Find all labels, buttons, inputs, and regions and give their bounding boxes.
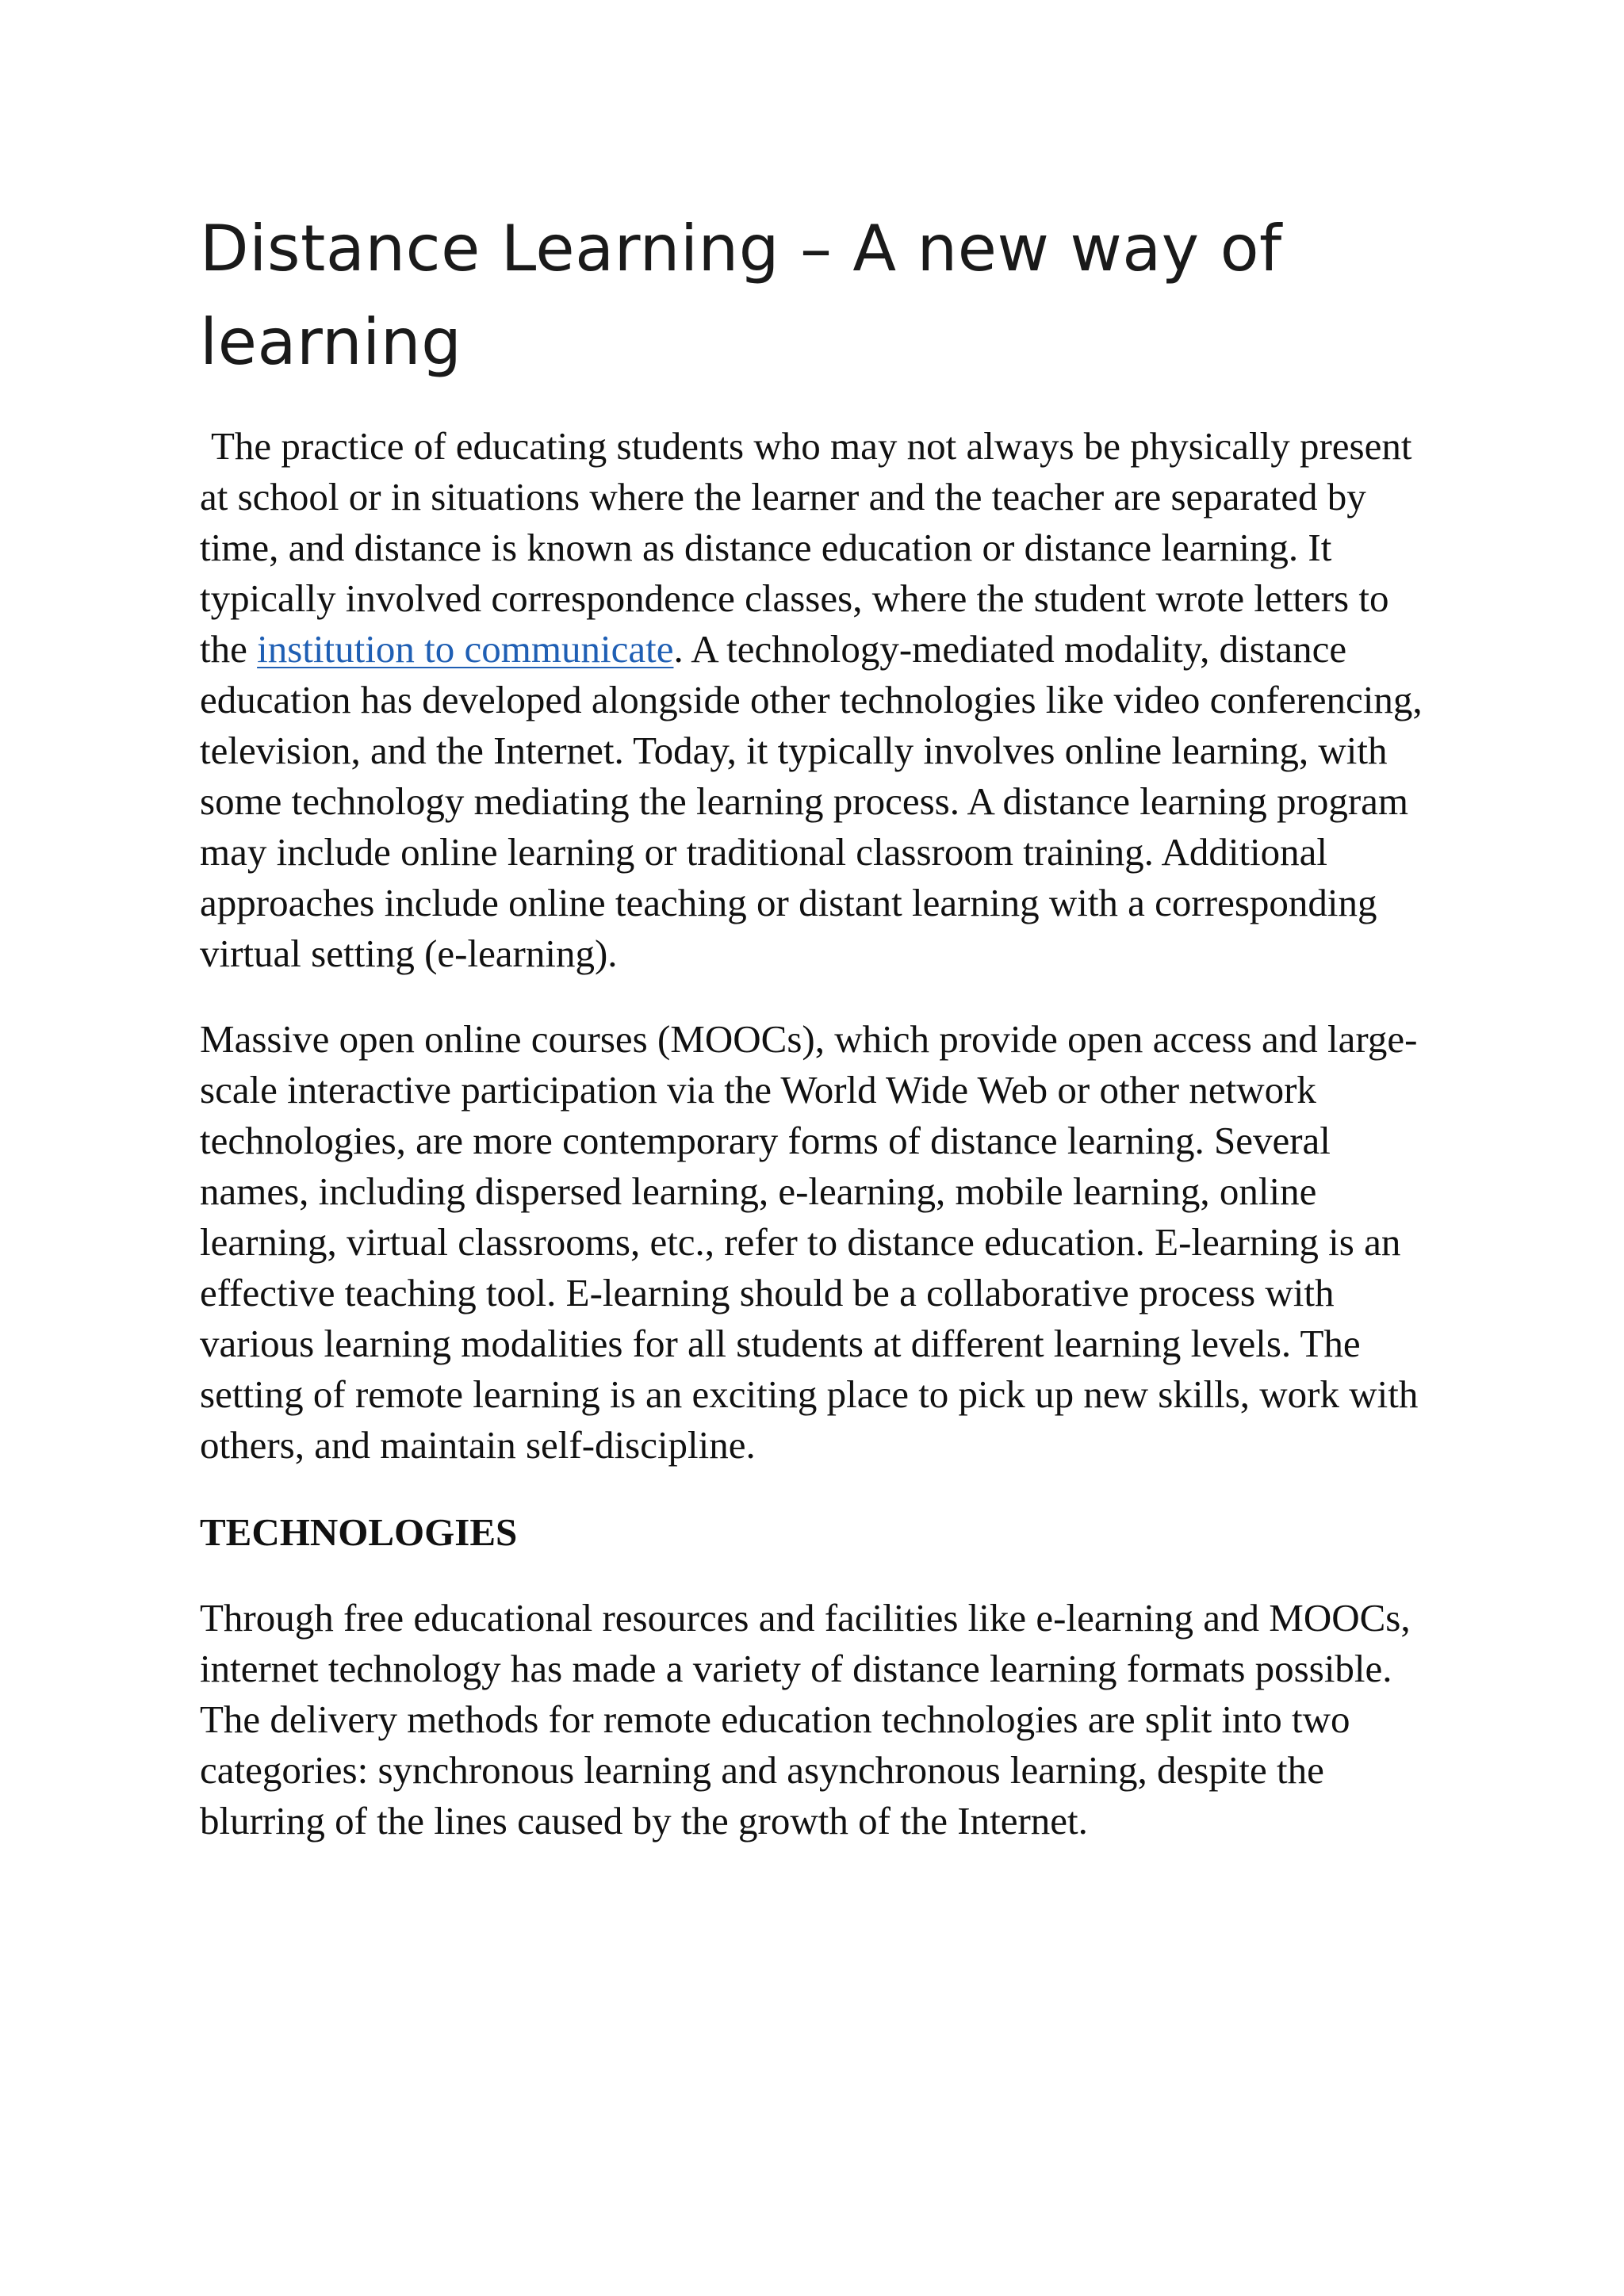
document-title: Distance Learning – A new way of learning xyxy=(200,212,1282,379)
paragraph-intro xyxy=(200,421,1437,979)
paragraph-technologies: Through free educational resources and facilities like e-learning and MOOCs, internet technology has made a variety of distance learning formats possible. The delivery methods for remote education technologies are split into two categories: synchronous learning and asynchronous learning, despite the blurring of the lines caused by the growth of the Internet. xyxy=(200,1596,1411,1843)
section-heading-technologies: TECHNOLOGIES xyxy=(200,1510,518,1554)
institution-link[interactable]: institution to communicate xyxy=(257,627,674,671)
document-body xyxy=(200,202,1437,1846)
paragraph-intro-text-end: . A technology-mediated modality, distance education has developed alongside other technologies like video conferencing, television, and the Internet. Today, it typically involves online learning, with some technology mediating the learning process. A distance learning program may include online learning or traditional classroom training. Additional approaches include online teaching or distant learning with a corresponding virtual setting (e-learning). xyxy=(200,627,1423,975)
paragraph-moocs: Massive open online courses (MOOCs), which provide open access and large-scale interactive participation via the World Wide Web or other network technologies, are more contemporary forms of distance learning. Several names, including dispersed learning, e-learning, mobile learning, online learning, virtual classrooms, etc., refer to distance education. E-learning is an effective teaching tool. E-learning should be a collaborative process with various learning modalities for all students at different learning levels. The setting of remote learning is an exciting place to pick up new skills, work with others, and maintain self-discipline. xyxy=(200,1017,1419,1467)
paragraph-intro-text-start: The practice of educating students who may not always be physically present at school or in situations where the learner and the teacher are separated by time, and distance is known as distance education or distance learning. It typically involved correspondence classes, where the student wrote letters to the xyxy=(200,424,1412,671)
